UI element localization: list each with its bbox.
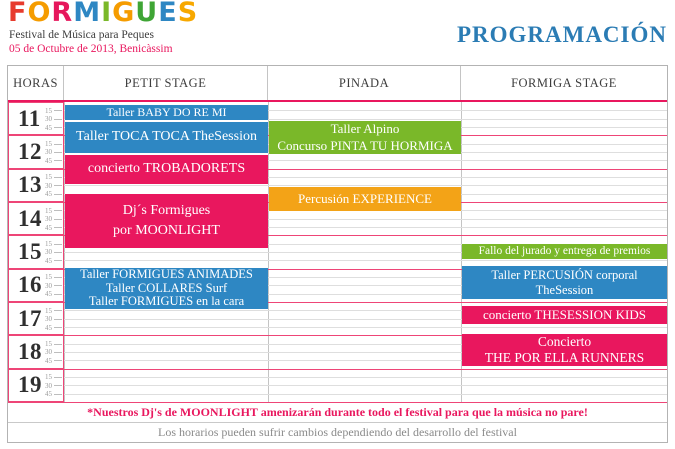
quarter-tick-dash bbox=[54, 394, 62, 395]
quarter-tick-dash bbox=[54, 385, 62, 386]
quarter-tick bbox=[45, 190, 62, 199]
column-header-label: HORAS bbox=[13, 75, 58, 90]
quarter-tick-dash bbox=[54, 144, 62, 145]
quarter-tick-dash bbox=[54, 210, 62, 211]
quarter-tick-dash bbox=[54, 219, 62, 220]
hour-label: 11 bbox=[18, 105, 41, 131]
column-header-horas bbox=[8, 66, 64, 100]
quarter-tick-label: 45 bbox=[45, 290, 52, 299]
quarter-tick-label: 30 bbox=[45, 248, 52, 257]
quarter-tick-label: 15 bbox=[45, 273, 52, 282]
hour-cell-16 bbox=[8, 269, 64, 302]
schedule-table bbox=[7, 65, 668, 443]
quarter-tick-dash bbox=[54, 352, 62, 353]
quarter-tick-label: 15 bbox=[45, 373, 52, 382]
quarter-tick-label: 15 bbox=[45, 306, 52, 315]
logo-letter: R bbox=[51, 0, 74, 28]
quarter-tick-dash bbox=[54, 177, 62, 178]
hour-grid-line bbox=[8, 369, 667, 370]
hour-cell-14 bbox=[8, 202, 64, 235]
quarter-tick-label: 45 bbox=[45, 256, 52, 265]
schedule-grid bbox=[8, 102, 667, 402]
quarter-tick-label: 30 bbox=[45, 281, 52, 290]
event-title-line: por MOONLIGHT bbox=[113, 223, 220, 238]
quarter-tick-dash bbox=[54, 327, 62, 328]
footer-note-plain: Los horarios pueden sufrir cambios dependiendo del desarrollo del festival bbox=[8, 422, 667, 442]
quarter-tick-dash bbox=[54, 194, 62, 195]
festival-subtitle: Festival de Música para Peques bbox=[9, 29, 154, 41]
quarter-tick-label: 15 bbox=[45, 106, 52, 115]
quarter-tick-label: 15 bbox=[45, 140, 52, 149]
hour-label: 15 bbox=[18, 238, 42, 264]
quarter-tick-dash bbox=[54, 310, 62, 311]
quarter-tick bbox=[45, 223, 62, 232]
event-block bbox=[462, 334, 667, 366]
quarter-tick-label: 30 bbox=[45, 148, 52, 157]
quarter-grid-line bbox=[64, 394, 667, 395]
hour-cell-11 bbox=[8, 102, 64, 135]
quarter-tick-label: 30 bbox=[45, 381, 52, 390]
logo-letter: G bbox=[112, 0, 136, 28]
logo-letter: I bbox=[101, 0, 113, 28]
event-title-line: Taller COLLARES Surf bbox=[105, 280, 228, 295]
hour-cell-17 bbox=[8, 302, 64, 335]
event-title-line: Dj´s Formigues bbox=[122, 202, 211, 218]
event-block bbox=[462, 244, 667, 259]
hour-label: 18 bbox=[18, 338, 42, 364]
quarter-grid-line bbox=[64, 385, 667, 386]
quarter-tick-dash bbox=[54, 110, 62, 111]
quarter-tick-dash bbox=[54, 285, 62, 286]
logo-letter: S bbox=[177, 0, 199, 28]
footer-note-highlight: *Nuestros Dj's de MOONLIGHT amenizarán durante todo el festival para que la música no pare! bbox=[8, 402, 667, 422]
event-title-line: Taller FORMIGUES en la cara bbox=[88, 294, 245, 309]
quarter-tick-dash bbox=[54, 377, 62, 378]
event-title-line: Taller FORMIGUES ANIMADES bbox=[80, 266, 253, 281]
quarter-tick-dash bbox=[54, 252, 62, 253]
festival-date: 05 de Octubre de 2013, Benicàssim bbox=[9, 43, 173, 55]
event-block bbox=[65, 194, 268, 248]
event-title-line: Fallo del jurado y entrega de premios bbox=[478, 245, 651, 258]
quarter-tick-dash bbox=[54, 244, 62, 245]
quarter-tick-dash bbox=[54, 227, 62, 228]
hour-label: 17 bbox=[18, 305, 42, 331]
quarter-tick-dash bbox=[54, 119, 62, 120]
quarter-tick-dash bbox=[54, 185, 62, 186]
hour-label: 14 bbox=[18, 205, 42, 231]
quarter-tick-label: 30 bbox=[45, 315, 52, 324]
event-title-line: concierto THESESSION KIDS bbox=[483, 306, 646, 322]
quarter-grid-line bbox=[64, 260, 667, 261]
festival-logo bbox=[8, 0, 198, 28]
column-header-label: PETIT STAGE bbox=[124, 75, 207, 90]
quarter-tick-dash bbox=[54, 260, 62, 261]
quarter-tick bbox=[45, 356, 62, 365]
event-block bbox=[269, 187, 461, 211]
quarter-tick-label: 30 bbox=[45, 181, 52, 190]
quarter-tick bbox=[45, 123, 62, 132]
quarter-tick-dash bbox=[54, 360, 62, 361]
quarter-tick-label: 30 bbox=[45, 115, 52, 124]
quarter-grid-line bbox=[64, 327, 667, 328]
logo-letter: F bbox=[8, 0, 28, 28]
event-block bbox=[462, 306, 667, 324]
event-title-line: Concierto bbox=[537, 333, 592, 349]
quarter-tick-label: 30 bbox=[45, 215, 52, 224]
quarter-tick bbox=[45, 156, 62, 165]
quarter-tick-dash bbox=[54, 127, 62, 128]
quarter-tick-dash bbox=[54, 344, 62, 345]
hour-label: 16 bbox=[18, 272, 42, 298]
hour-label: 19 bbox=[18, 372, 42, 398]
hour-cell-19 bbox=[8, 369, 64, 402]
quarter-tick-label: 30 bbox=[45, 348, 52, 357]
event-title-line: Taller TOCA TOCA TheSession bbox=[76, 129, 257, 145]
quarter-tick-label: 45 bbox=[45, 390, 52, 399]
event-block bbox=[65, 268, 268, 309]
hour-cell-18 bbox=[8, 335, 64, 368]
hour-cell-13 bbox=[8, 169, 64, 202]
event-title-line: concierto TROBADORETS bbox=[87, 161, 246, 177]
quarter-tick-dash bbox=[54, 294, 62, 295]
event-title-line: THE POR ELLA RUNNERS bbox=[484, 350, 645, 365]
event-block bbox=[65, 122, 268, 153]
quarter-tick-label: 45 bbox=[45, 190, 52, 199]
quarter-tick-dash bbox=[54, 160, 62, 161]
hour-cell-12 bbox=[8, 135, 64, 168]
column-header-label: FORMIGA STAGE bbox=[511, 75, 617, 90]
event-block bbox=[65, 155, 268, 184]
quarter-tick-label: 45 bbox=[45, 356, 52, 365]
hour-label: 13 bbox=[18, 172, 42, 198]
hour-cell-15 bbox=[8, 235, 64, 268]
column-header-petit bbox=[64, 66, 268, 100]
logo-letter: E bbox=[158, 0, 178, 28]
quarter-tick-label: 45 bbox=[45, 323, 52, 332]
event-title-line: Concurso PINTA TU HORMIGA bbox=[277, 137, 453, 153]
event-title-line: Taller PERCUSIÓN corporal TheSession bbox=[491, 267, 638, 297]
quarter-grid-line bbox=[64, 377, 667, 378]
quarter-tick-dash bbox=[54, 277, 62, 278]
schedule-header-row bbox=[8, 66, 667, 102]
event-title-line: Taller BABY DO RE MI bbox=[106, 104, 227, 119]
column-header-label: PINADA bbox=[338, 75, 390, 90]
event-title-line: Taller Alpino bbox=[330, 121, 400, 137]
hour-label: 12 bbox=[18, 138, 42, 164]
quarter-tick-label: 15 bbox=[45, 173, 52, 182]
quarter-tick-dash bbox=[54, 152, 62, 153]
page-title: PROGRAMACIÓN bbox=[456, 22, 667, 47]
quarter-tick-dash bbox=[54, 319, 62, 320]
event-block bbox=[462, 266, 667, 299]
quarter-tick-label: 15 bbox=[45, 340, 52, 349]
event-title-line: Percusión EXPERIENCE bbox=[298, 191, 432, 207]
event-block bbox=[65, 105, 268, 120]
quarter-tick-label: 15 bbox=[45, 206, 52, 215]
logo-letter: O bbox=[27, 0, 52, 28]
quarter-tick bbox=[45, 390, 62, 399]
logo-letter: U bbox=[135, 0, 159, 28]
quarter-tick-label: 45 bbox=[45, 223, 52, 232]
quarter-tick bbox=[45, 290, 62, 299]
column-header-pinada bbox=[268, 66, 461, 100]
quarter-tick bbox=[45, 256, 62, 265]
quarter-tick bbox=[45, 323, 62, 332]
event-block bbox=[269, 121, 461, 154]
quarter-tick-label: 45 bbox=[45, 156, 52, 165]
quarter-tick-label: 15 bbox=[45, 240, 52, 249]
quarter-tick-label: 45 bbox=[45, 123, 52, 132]
column-header-formiga bbox=[461, 66, 667, 100]
logo-letter: M bbox=[73, 0, 102, 28]
